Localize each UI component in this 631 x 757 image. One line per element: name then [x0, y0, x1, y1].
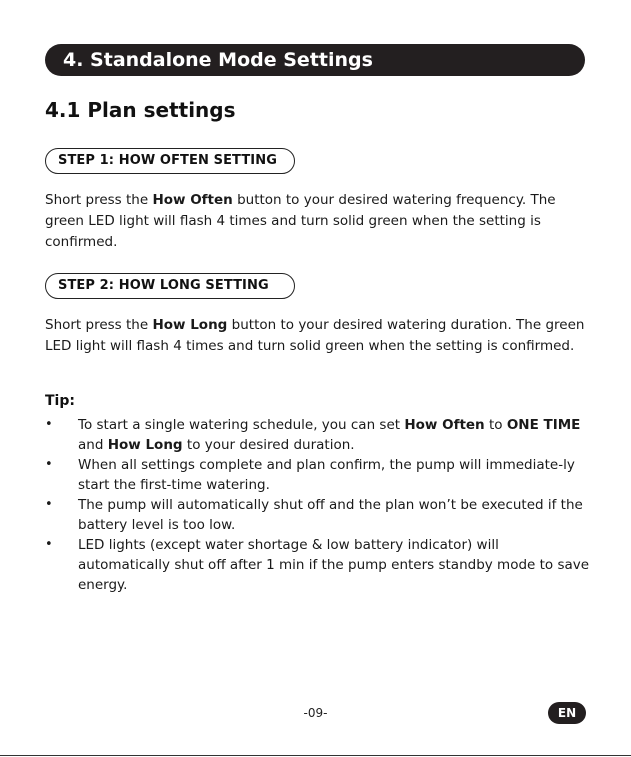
page-number: -09- — [303, 706, 328, 720]
tip-label: Tip: — [45, 393, 75, 409]
tip2-text: When all settings complete and plan confirm, the pump will immediate-ly start the first-time watering. — [78, 457, 575, 493]
tip1-t1: To start a single watering schedule, you can set — [78, 417, 405, 433]
language-badge: EN — [548, 702, 586, 724]
tip1-t2: to — [484, 417, 507, 433]
section-title: 4. Standalone Mode Settings — [45, 44, 585, 76]
bullet: • — [45, 497, 53, 512]
tip-item — [45, 495, 590, 535]
step1-paragraph — [45, 190, 590, 253]
bullet: • — [45, 457, 53, 472]
tip1-t4: to your desired duration. — [182, 437, 355, 453]
step2-text-post: button to your desired watering duration. The green LED light will flash 4 times and turn solid green when the setting is confirmed. — [45, 317, 585, 354]
tip1-b1: How Often — [404, 417, 485, 433]
step1-text-pre: Short press the — [45, 192, 153, 208]
bullet: • — [45, 417, 53, 432]
tip-item — [45, 415, 590, 455]
tip-item — [45, 455, 590, 495]
step1-text-post: button to your desired watering frequency. The green LED light will flash 4 times and turn solid green when the setting is confirmed. — [45, 192, 556, 250]
step2-paragraph — [45, 315, 590, 357]
step1-text-bold: How Often — [152, 192, 233, 208]
tip1-b2: ONE TIME — [506, 417, 581, 433]
tip3-text: The pump will automatically shut off and the plan won’t be executed if the battery level is too low. — [78, 497, 583, 533]
step2-text-bold: How Long — [152, 317, 228, 333]
tip-list — [45, 415, 590, 595]
bullet: • — [45, 537, 53, 552]
bottom-divider — [0, 755, 631, 756]
step2-text-pre: Short press the — [45, 317, 153, 333]
subsection-title: 4.1 Plan settings — [45, 98, 236, 122]
step1-label: STEP 1: HOW OFTEN SETTING — [45, 148, 295, 174]
tip1-b3: How Long — [107, 437, 183, 453]
tip4-text: LED lights (except water shortage & low battery indicator) will automatically shut off after 1 min if the pump enters standby mode to save energy. — [78, 537, 590, 593]
tip1-t3: and — [78, 437, 108, 453]
tip-item — [45, 535, 590, 595]
step2-label: STEP 2: HOW LONG SETTING — [45, 273, 295, 299]
